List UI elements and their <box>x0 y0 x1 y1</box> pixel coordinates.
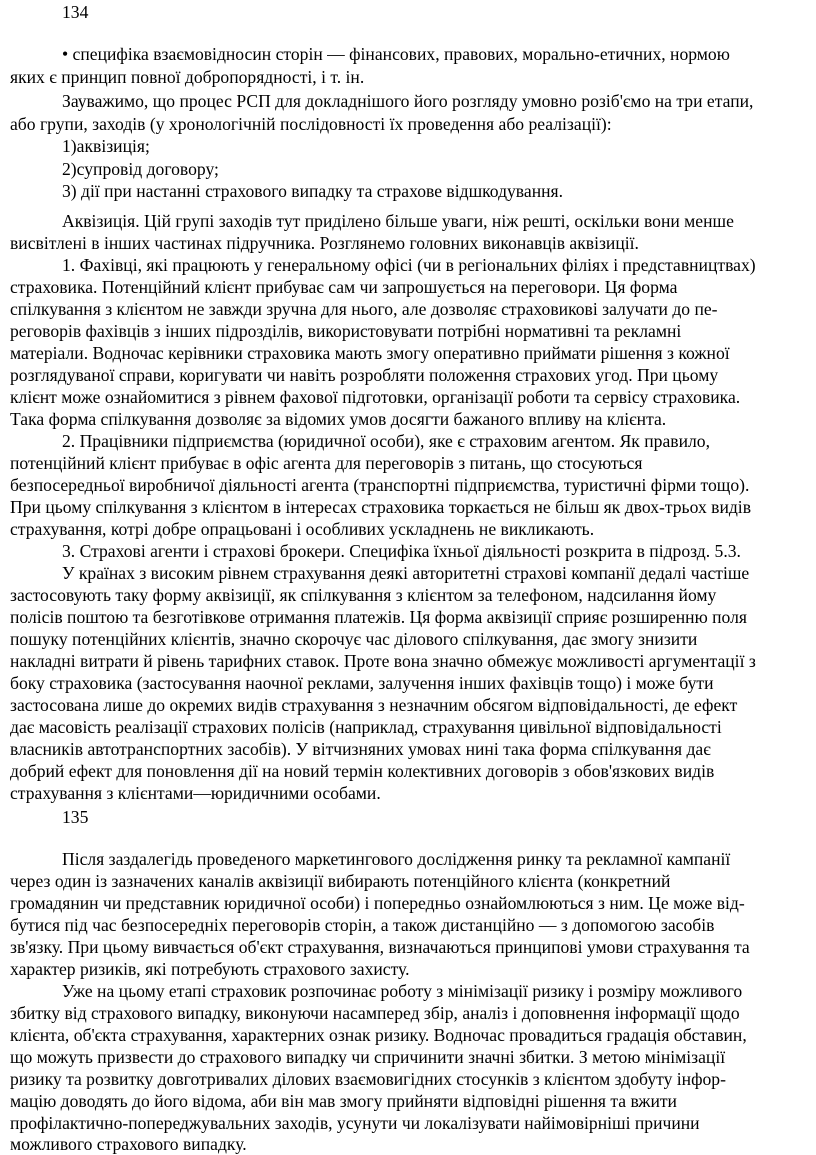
text-line: характер ризиків, які потребують страхового захисту. <box>10 959 410 979</box>
text-line: яких є принцип повної добропорядності, і т. ін. <box>10 67 365 87</box>
text-line: Після заздалегідь проведеного маркетингового дослідження ринку та рекламної кампанії <box>62 849 731 869</box>
text-line: дає масовість реалізації страхових полісів (наприклад, страхування цивільної відповідальності <box>10 717 722 737</box>
text-line: полісів поштою та безготівкове отримання платежів. Ця форма аквізиції сприяє розширенню поля <box>10 607 747 627</box>
text-line: матеріали. Водночас керівники страховика мають змогу оперативно приймати рішення з кожної <box>10 343 730 363</box>
text-line: Уже на цьому етапі страховик розпочинає роботу з мінімізації ризику і розміру можливого <box>62 981 743 1001</box>
text-line: громадянин чи представник юридичної особи) і попередньо ознайомлюються з ним. Це може від- <box>10 893 745 913</box>
text-line: мацію доводять до його відома, аби він мав змогу прийняти відповідні рішення та вжити <box>10 1091 677 1111</box>
text-line: При цьому спілкування з клієнтом в інтересах страховика торкається не більш як двох-трьох видів <box>10 497 752 517</box>
text-line: розглядуваної справи, коригувати чи навіть розробляти положення страхових угод. При цьому <box>10 365 719 385</box>
text-line: Аквізиція. Цій групі заходів тут приділено більше уваги, ніж решті, оскільки вони менше <box>62 211 734 231</box>
text-line: 3. Страхові агенти і страхові брокери. Специфіка їхньої діяльності розкрита в підрозд. 5.3. <box>62 541 741 561</box>
page-number: 135 <box>62 807 89 827</box>
text-line: страховика. Потенційний клієнт прибуває сам чи запрошується на переговори. Ця форма <box>10 277 678 297</box>
text-line: реговорів фахівців з інших підрозділів, використовувати потрібні нормативні та рекламні <box>10 321 682 341</box>
text-line: висвітлені в інших частинах підручника. Розглянемо головних виконавців аквізиції. <box>10 233 639 253</box>
text-line: боку страховика (застосування наочної реклами, залучення інших фахівців тощо) і може бути <box>10 673 714 693</box>
text-line: 1)аквізиція; <box>62 136 150 156</box>
text-line: 2. Працівники підприємства (юридичної особи), яке є страховим агентом. Як правило, <box>62 431 710 451</box>
text-line: спілкування з клієнтом не завжди зручна для нього, але дозволяє страховикові залучати до пе- <box>10 299 718 319</box>
text-line: збитку від страхового випадку, виконуючи насамперед збір, аналіз і доповнення інформації щодо <box>10 1003 740 1023</box>
text-line: або групи, заходів (у хронологічній послідовності їх проведення або реалізації): <box>10 114 612 134</box>
text-line: 1. Фахівці, які працюють у генеральному офісі (чи в регіональних філіях і представництвах) <box>62 255 756 275</box>
text-line: бутися під час безпосередніх переговорів сторін, а також дистанційно — з допомогою засобів <box>10 915 715 935</box>
text-line: добрий ефект для поновлення дії на новий термін колективних договорів з обов'язкових видів <box>10 761 715 781</box>
text-line: що можуть призвести до страхового випадку чи спричинити значні збитки. З метою мінімізації <box>10 1047 726 1067</box>
text-line: страхування з клієнтами—юридичними особами. <box>10 783 381 803</box>
text-line: Така форма спілкування дозволяє за відомих умов досягти бажаного впливу на клієнта. <box>10 409 667 429</box>
text-line: власників автотранспортних засобів). У вітчизняних умовах нині така форма спілкування дає <box>10 739 711 759</box>
text-line: У країнах з високим рівнем страхування деякі авторитетні страхові компанії дедалі частіше <box>62 563 750 583</box>
text-line: через один із зазначених каналів аквізиції вибирають потенційного клієнта (конкретний <box>10 871 671 891</box>
text-line: • специфіка взаємовідносин сторін — фінансових, правових, морально-етичних, нормою <box>62 44 730 64</box>
text-line: застосовують таку форму аквізиції, як спілкування з клієнтом за телефоном, надсилання йому <box>10 585 717 605</box>
text-line: профілактично-попереджувальних заходів, усунути чи локалізувати найімовірніші причини <box>10 1113 700 1133</box>
text-line: накладні витрати й рівень тарифних ставок. Проте вона значно обмежує можливості аргументації з <box>10 651 756 671</box>
text-line: пошуку потенційних клієнтів, значно скорочує час ділового спілкування, дає змогу знизити <box>10 629 698 649</box>
text-line: страхування, котрі добре опрацьовані і особливих ускладнень не викликають. <box>10 519 595 539</box>
text-line: можливого страхового випадку. <box>10 1134 247 1154</box>
text-line: зв'язку. При цьому вивчається об'єкт страхування, визначаються принципові умови страхування та <box>10 937 750 957</box>
text-line: потенційний клієнт прибуває в офіс агента для переговорів з питань, що стосуються <box>10 453 643 473</box>
text-line: клієнта, об'єкта страхування, характерних ознак ризику. Водночас провадиться градація обставин, <box>10 1025 747 1045</box>
text-line: 3) дії при настанні страхового випадку та страхове відшкодування. <box>62 181 564 201</box>
text-line: ризику та розвитку довготривалих ділових взаємовигідних стосунків з клієнтом здобуту інфор- <box>10 1069 726 1089</box>
text-line: 2)супровід договору; <box>62 159 219 179</box>
text-line: застосована лише до окремих видів страхування з незначним обсягом відповідальності, де ефект <box>10 695 738 715</box>
text-line: безпосередньої виробничої діяльності агента (транспортні підприємства, туристичні фірми тощо). <box>10 475 750 495</box>
page-number: 134 <box>62 2 89 22</box>
text-line: клієнт може ознайомитися з рівнем фахової підготовки, організації роботи та сервісу страховика. <box>10 387 741 407</box>
text-line: Зауважимо, що процес РСП для докладнішого його розгляду умовно розіб'ємо на три етапи, <box>62 91 754 111</box>
